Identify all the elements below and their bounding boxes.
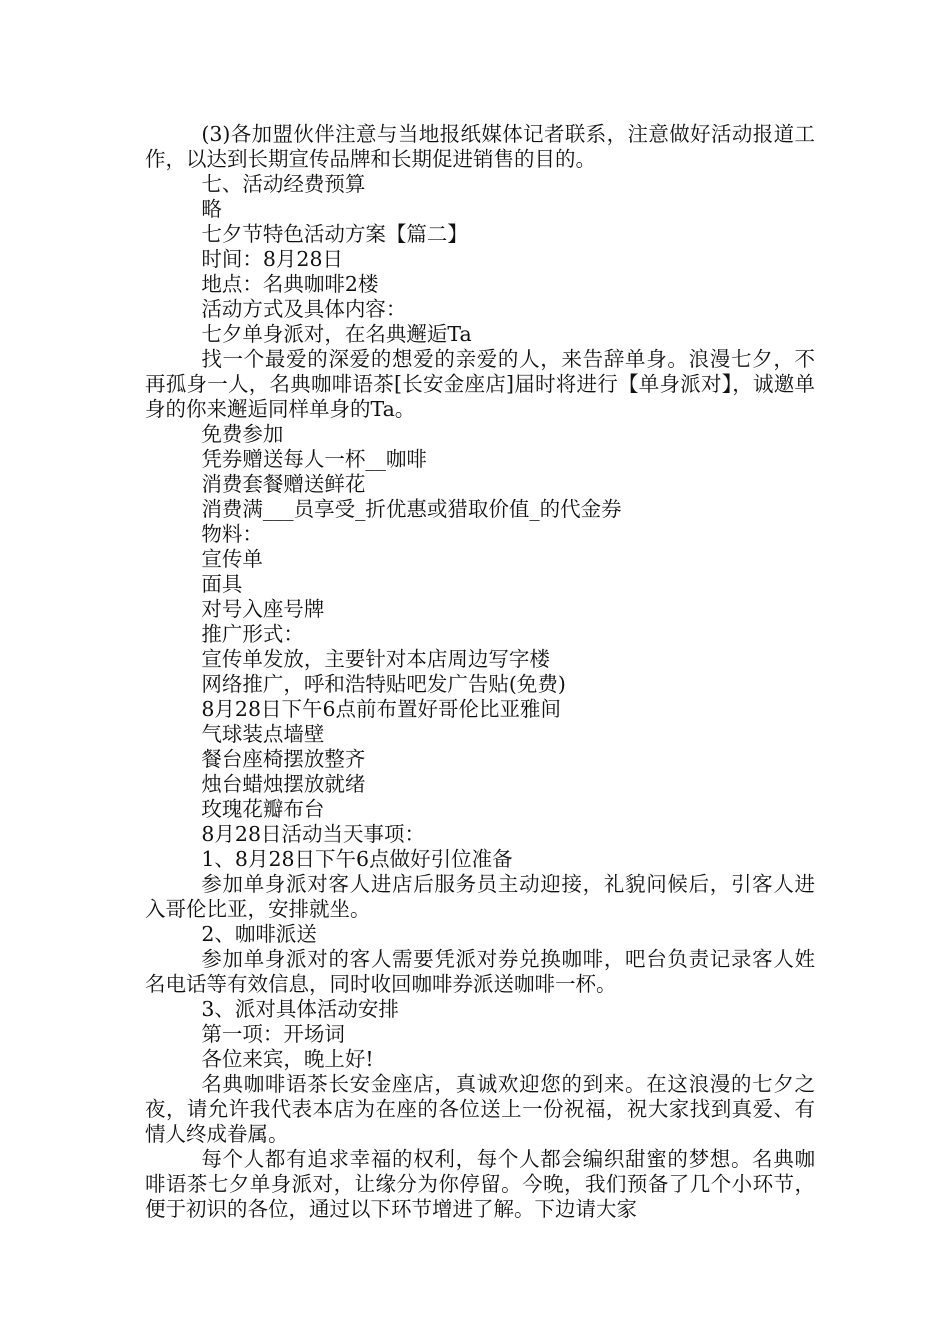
paragraph-omitted: 略 xyxy=(201,197,222,221)
paragraph-promotion: 推广形式： xyxy=(201,622,304,646)
paragraph-party-intro: 找一个最爱的深爱的想爱的亲爱的人，来告辞单身。浪漫七夕，不再孤身一人，名典咖啡语茶[长安金座店]届时将进行【单身派对】，诚邀单身的你来邂逅同样单身的Ta。 xyxy=(145,347,815,421)
paragraph-activity-format: 活动方式及具体内容： xyxy=(201,297,407,321)
list-item: 宣传单 xyxy=(201,547,263,571)
paragraph-step-1: 1、8月28日下午6点做好引位准备 xyxy=(201,847,513,871)
list-item: 餐台座椅摆放整齐 xyxy=(201,747,366,771)
list-item: 玫瑰花瓣布台 xyxy=(201,797,325,821)
list-item: 消费套餐赠送鲜花 xyxy=(201,472,366,496)
list-item: 网络推广，呼和浩特贴吧发广告贴(免费) xyxy=(201,672,566,696)
list-item: 免费参加 xyxy=(201,422,284,446)
list-item: 面具 xyxy=(201,572,243,596)
paragraph-greeting-guests: 参加单身派对客人进店后服务员主动迎接，礼貌问候后，引客人进入哥伦比亚，安排就坐。 xyxy=(145,872,815,921)
paragraph-salutation: 各位来宾，晚上好! xyxy=(201,1047,374,1071)
heading-budget: 七、活动经费预算 xyxy=(201,172,366,196)
paragraph-day-items: 8月28日活动当天事项： xyxy=(201,822,426,846)
document-body xyxy=(145,122,815,1222)
paragraph-coffee-exchange: 参加单身派对的客人需要凭派对券兑换咖啡，吧台负责记录客人姓名电话等有效信息，同时收回咖啡券派送咖啡一杯。 xyxy=(145,947,815,996)
paragraph-step-2: 2、咖啡派送 xyxy=(201,922,317,946)
paragraph-promo-reporting: (3)各加盟伙伴注意与当地报纸媒体记者联系，注意做好活动报道工作，以达到长期宣传品牌和长期促进销售的目的。 xyxy=(145,122,815,171)
paragraph-welcome: 名典咖啡语茶长安金座店，真诚欢迎您的到来。在这浪漫的七夕之夜，请允许我代表本店为在座的各位送上一份祝福，祝大家找到真爱、有情人终成眷属。 xyxy=(145,1072,815,1146)
paragraph-step-3: 3、派对具体活动安排 xyxy=(201,997,399,1021)
paragraph-location: 地点：名典咖啡2楼 xyxy=(201,272,379,296)
paragraph-item-1: 第一项：开场词 xyxy=(201,1022,345,1046)
list-item: 8月28日下午6点前布置好哥伦比亚雅间 xyxy=(201,697,562,721)
heading-plan-two: 七夕节特色活动方案【篇二】 xyxy=(201,222,468,246)
list-item: 凭券赠送每人一杯__咖啡 xyxy=(201,447,427,471)
list-item: 对号入座号牌 xyxy=(201,597,325,621)
list-item: 消费满___员享受_折优惠或猎取价值_的代金券 xyxy=(201,497,622,521)
list-item: 宣传单发放，主要针对本店周边写字楼 xyxy=(201,647,550,671)
paragraph-party-title: 七夕单身派对，在名典邂逅Ta xyxy=(201,322,472,346)
list-item: 气球装点墙壁 xyxy=(201,722,325,746)
paragraph-time: 时间：8月28日 xyxy=(201,247,344,271)
paragraph-materials: 物料： xyxy=(201,522,263,546)
list-item: 烛台蜡烛摆放就绪 xyxy=(201,772,366,796)
paragraph-happiness: 每个人都有追求幸福的权利，每个人都会编织甜蜜的梦想。名典咖啡语茶七夕单身派对，让缘分为你停留。今晚，我们预备了几个小环节，便于初识的各位，通过以下环节增进了解。下边请大家 xyxy=(145,1147,815,1221)
